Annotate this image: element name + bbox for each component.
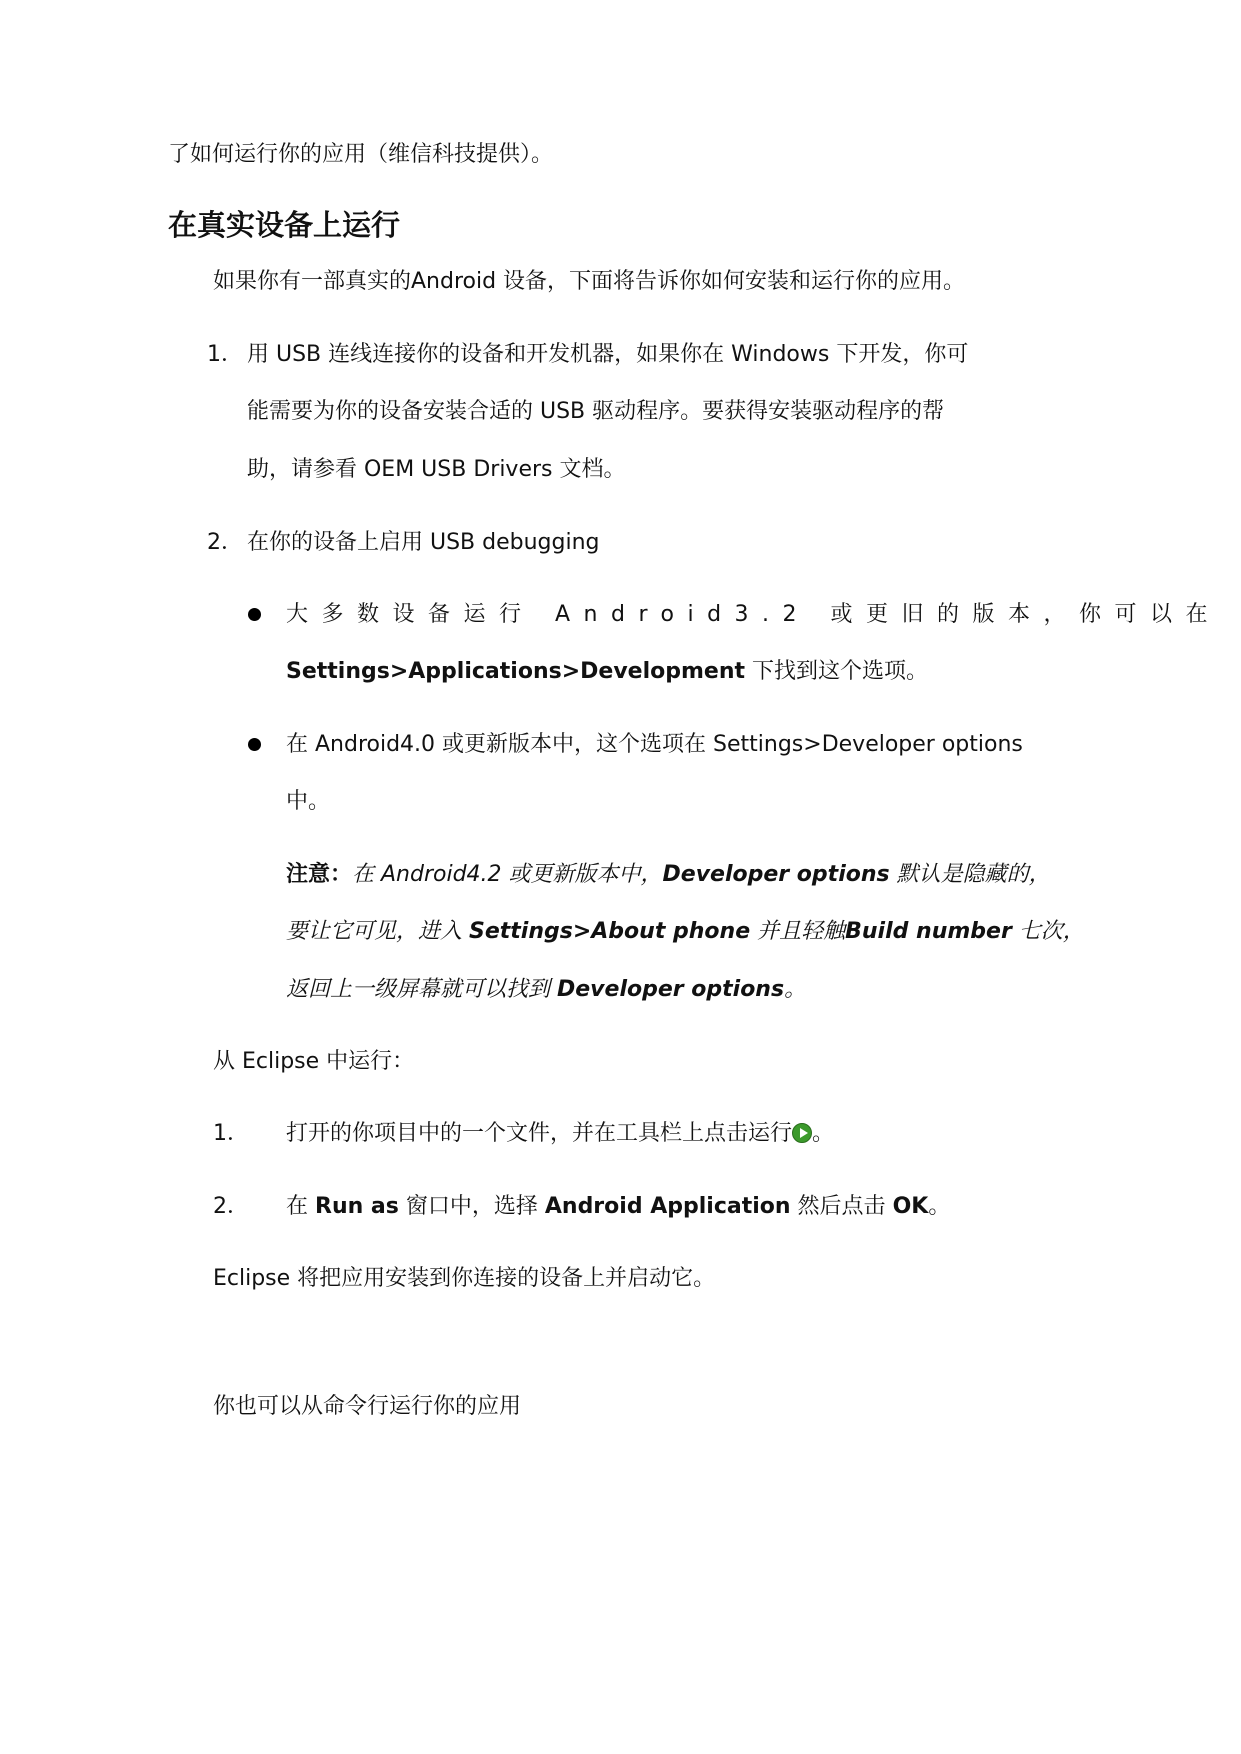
bullet-marker — [248, 738, 261, 751]
bullet-2-line-1: 在 Android4.0 或更新版本中，这个选项在 Settings>Developer options — [286, 732, 1023, 757]
eclipse-step-1: 打开的你项目中的一个文件，并在工具栏上点击运行 。 — [286, 1121, 835, 1146]
bullet-1-line-1: 大多数设备运行 Android3.2 或更旧的版本，你可以在 — [286, 602, 1222, 627]
eclipse-step-2: 在 Run as 窗口中，选择 Android Application 然后点击 OK。 — [286, 1194, 951, 1219]
eclipse-step-number: 2． — [213, 1194, 249, 1219]
bullet-1-line-2 — [286, 657, 928, 687]
note-label: 注意： — [286, 862, 353, 887]
step-1-line-3: 助，请参看 OEM USB Drivers 文档。 — [247, 457, 626, 482]
command-line-paragraph: 你也可以从命令行运行你的应用 — [213, 1394, 522, 1419]
bullet-2-line-2: 中。 — [286, 789, 331, 814]
intro-line: 了如何运行你的应用（维信科技提供）。 — [168, 142, 554, 167]
eclipse-step-number: 1． — [213, 1121, 249, 1146]
step-number: 2． — [207, 530, 243, 555]
section-heading: 在真实设备上运行 — [168, 208, 401, 242]
bullet-1-line-2-text: 下找到这个选项。 — [745, 659, 929, 684]
note-line-2: 要让它可见，进入 Settings>About phone 并且轻触Build number 七次， — [286, 919, 1085, 944]
lead-paragraph: 如果你有一部真实的Android 设备，下面将告诉你如何安装和运行你的应用。 — [213, 269, 966, 294]
note-line-1: 注意：在 Android4.2 或更新版本中，Developer options 默认是隐藏的， — [286, 862, 1051, 887]
step-1-line-1: 用 USB 连线连接你的设备和开发机器，如果你在 Windows 下开发，你可 — [247, 342, 969, 367]
step-1-line-2: 能需要为你的设备安装合适的 USB 驱动程序。要获得安装驱动程序的帮 — [247, 399, 945, 424]
run-icon — [792, 1123, 812, 1143]
note-line-3: 返回上一级屏幕就可以找到 Developer options。 — [286, 977, 807, 1002]
settings-path: Settings>Applications>Development — [286, 659, 746, 684]
eclipse-result: Eclipse 将把应用安装到你连接的设备上并启动它。 — [213, 1266, 716, 1291]
eclipse-heading: 从 Eclipse 中运行： — [213, 1049, 415, 1074]
step-2-line-1: 在你的设备上启用 USB debugging — [247, 530, 600, 555]
step-number: 1． — [207, 342, 243, 367]
bullet-marker — [248, 608, 261, 621]
